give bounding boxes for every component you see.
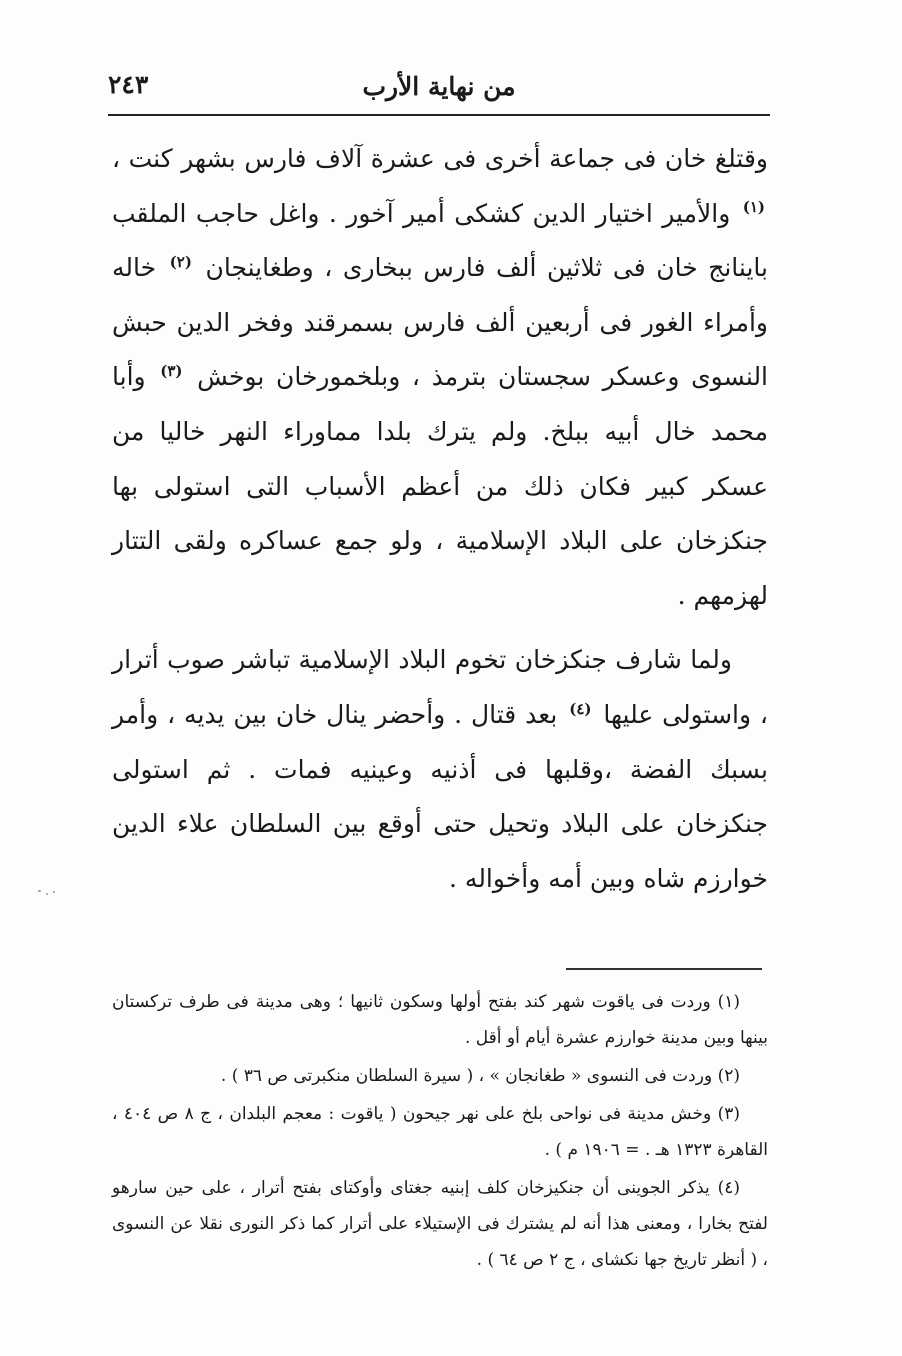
header-divider xyxy=(108,114,770,116)
footnote-4: (٤) يذكر الجوينى أن جنكيزخان كلف إبنيه جغتاى وأوكتاى بفتح أترار ، على حين سارهو لفتح بخارا ، ومعنى هذا أنه لم يشترك فى الإستيلاء على أترار كما ذكر النورى نقلا عن النسوى ، ( أنظر تاريخ جها نكشاى ، ج ٢ ص ٦٤ ) . xyxy=(112,1178,768,1270)
main-text xyxy=(112,132,768,906)
paragraph-1-text-a: وقتلغ خان فى جماعة أخرى فى عشرة آلاف فارس بشهر كنت ، xyxy=(112,144,768,173)
running-title: من نهاية الأرب xyxy=(362,72,516,101)
scan-speck xyxy=(38,890,41,892)
paragraph-1-text-d: وأبا محمد خال أبيه ببلخ. ولم يترك بلدا مماوراء النهر خاليا من عسكر كبير فكان ذلك من أعظم الأسباب التى استولى بها جنكزخان على البلاد الإسلامية ، ولو جمع عساكره ولقى التتار لهزمهم . xyxy=(112,362,768,610)
footnotes xyxy=(112,984,768,1280)
footnote-3: (٣) وخش مدينة فى نواحى بلخ على نهر جيحون ( ياقوت : معجم البلدان ، ج ٨ ص ٤٠٤ ، القاهرة ١٣٢٣ هـ . = ١٩٠٦ م ) . xyxy=(112,1104,768,1160)
footnote-ref-2: (٢) xyxy=(169,252,192,271)
footnote-divider xyxy=(566,968,762,970)
page-number: ٢٤٣ xyxy=(108,70,149,99)
footnote-ref-4: (٤) xyxy=(569,699,592,718)
footnote-1: (١) وردت فى ياقوت شهر كند بفتح أولها وسكون ثانيها ؛ وهى مدينة فى طرف تركستان بينها وبين مدينة خوارزم عشرة أيام أو أقل . xyxy=(112,992,768,1048)
paragraph-1-text-c: خاله وأمراء الغور فى أربعين ألف فارس بسمرقند وفخر الدين حبش النسوى وعسكر سجستان بترمذ ، وبلخمورخان بوخش xyxy=(112,253,769,392)
footnote-ref-1: (١) xyxy=(742,198,765,217)
paragraph-1 xyxy=(112,132,768,623)
scan-speck xyxy=(46,893,48,895)
paragraph-2 xyxy=(112,633,768,906)
paragraph-2-text-a: ولما شارف جنكزخان تخوم البلاد الإسلامية تباشر صوب أترار ، واستولى عليها xyxy=(112,645,768,729)
footnote-2: (٢) وردت فى النسوى « طغانجان » ، ( سيرة السلطان منكبرتى ص ٣٦ ) . xyxy=(220,1066,740,1086)
paragraph-1-text-b: والأمير اختيار الدين كشكى أمير آخور . واغل حاجب الملقب باينانج خان فى ثلاثين ألف فارس ببخارى ، وطغاينجان xyxy=(112,198,769,283)
scan-speck xyxy=(53,891,55,893)
paragraph-2-text-b: بعد قتال . وأحضر ينال خان بين يديه ، وأمر بسبك الفضة ،وقلبها فى أذنيه وعينيه فمات . ثم استولى جنكزخان على البلاد وتحيل حتى أوقع بين السلطان علاء الدين خوارزم شاه وبين أمه وأخواله . xyxy=(112,699,768,893)
page-header xyxy=(108,66,770,112)
footnote-ref-3: (٣) xyxy=(160,362,183,381)
